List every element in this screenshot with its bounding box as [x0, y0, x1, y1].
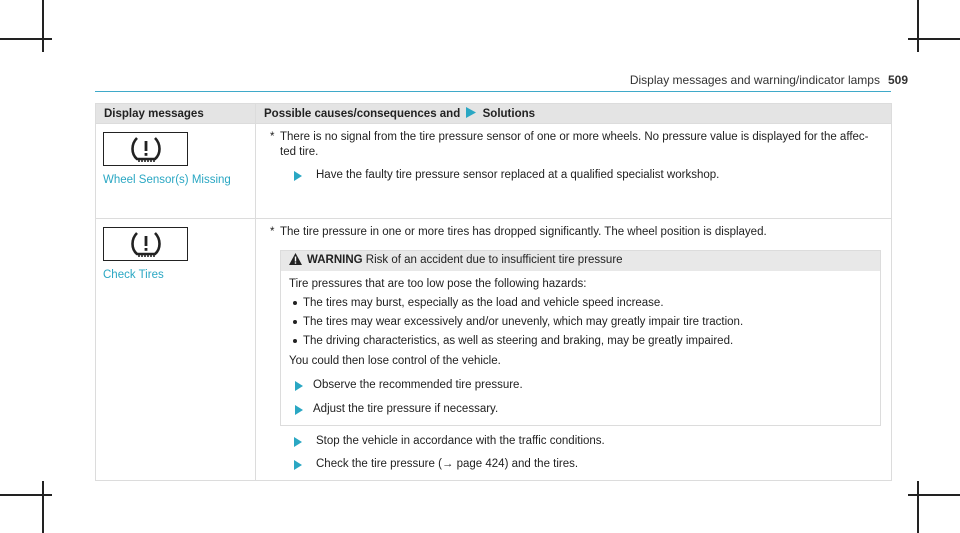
header-rule: [95, 91, 891, 92]
table-header-row: [96, 104, 892, 124]
lamp-label: Check Tires: [103, 269, 164, 281]
arrow-right-icon: [294, 171, 302, 181]
display-cell: [96, 219, 256, 481]
solution-step: [270, 168, 881, 183]
table-row: [96, 124, 892, 219]
warning-header: [281, 251, 880, 271]
arrow-right-icon: [294, 437, 302, 447]
running-header-title: Display messages and warning/indicator lamps: [629, 73, 880, 87]
cause-text: There is no signal from the tire pressure sensor of one or more wheels. No pressure value is displayed for the affec-ted tire.: [280, 131, 869, 158]
step-text: Check the tire pressure (→ page 424) and the tires.: [316, 458, 579, 470]
solution-step: [270, 457, 881, 472]
warning-intro: Tire pressures that are too low pose the following hazards:: [289, 278, 587, 290]
solution-cell: [256, 219, 892, 481]
crop-mark: [917, 0, 919, 52]
solution-step: [270, 434, 881, 449]
lamp-display: [103, 227, 188, 261]
crop-mark: [0, 38, 52, 40]
arrow-right-icon: [466, 107, 476, 118]
warning-title: Risk of an accident due to insufficient tire pressure: [365, 254, 623, 266]
warning-label: WARNING: [307, 254, 363, 266]
lamp-label: Wheel Sensor(s) Missing: [103, 174, 231, 186]
crop-mark: [42, 481, 44, 533]
solution-cell: [256, 124, 892, 219]
column-header-solutions: [256, 104, 892, 124]
step-text: Observe the recommended tire pressure.: [313, 379, 523, 391]
solutions-header-suffix: Solutions: [482, 108, 536, 120]
warning-step: [289, 402, 872, 417]
crop-mark: [0, 494, 52, 496]
display-cell: [96, 124, 256, 219]
cause-line: * There is no signal from the tire pressure sensor of one or more wheels. No pressure value is displayed for the affec-ted tire.: [270, 131, 869, 158]
step-text: Stop the vehicle in accordance with the traffic conditions.: [316, 435, 605, 447]
hazard-bullet: The tires may wear excessively and/or unevenly, which may greatly impair tire traction.: [289, 315, 872, 330]
column-header-display: Display messages: [96, 104, 256, 124]
cause-text: The tire pressure in one or more tires has dropped significantly. The wheel position is displayed.: [280, 226, 767, 238]
crop-mark: [908, 494, 960, 496]
crop-mark: [908, 38, 960, 40]
hazard-bullet: The tires may burst, especially as the load and vehicle speed increase.: [289, 296, 872, 311]
warning-step: [289, 378, 872, 393]
arrow-right-icon: [295, 405, 303, 415]
arrow-right-icon: [294, 460, 302, 470]
step-text: Adjust the tire pressure if necessary.: [313, 403, 499, 415]
tire-pressure-warning-icon: [128, 134, 164, 164]
page-number: 509: [887, 73, 908, 87]
crop-mark: [42, 0, 44, 52]
lamp-display: [103, 132, 188, 166]
warning-body: [281, 271, 880, 425]
crop-mark: [917, 481, 919, 533]
hazard-bullet: The driving characteristics, as well as steering and braking, may be greatly impaired.: [289, 334, 872, 349]
warning-outro: You could then lose control of the vehicle.: [289, 355, 501, 367]
cause-line: * The tire pressure in one or more tires has dropped significantly. The wheel position is displayed.: [270, 226, 767, 238]
arrow-right-icon: [295, 381, 303, 391]
running-header: [630, 73, 908, 87]
table-row: [96, 219, 892, 481]
solutions-header-prefix: Possible causes/consequences and: [264, 108, 461, 120]
warning-box: [280, 250, 881, 426]
tire-pressure-warning-icon: [128, 229, 164, 259]
warning-triangle-icon: [289, 253, 302, 265]
step-text: Have the faulty tire pressure sensor replaced at a qualified specialist workshop.: [316, 169, 720, 181]
display-messages-table: [95, 103, 892, 481]
